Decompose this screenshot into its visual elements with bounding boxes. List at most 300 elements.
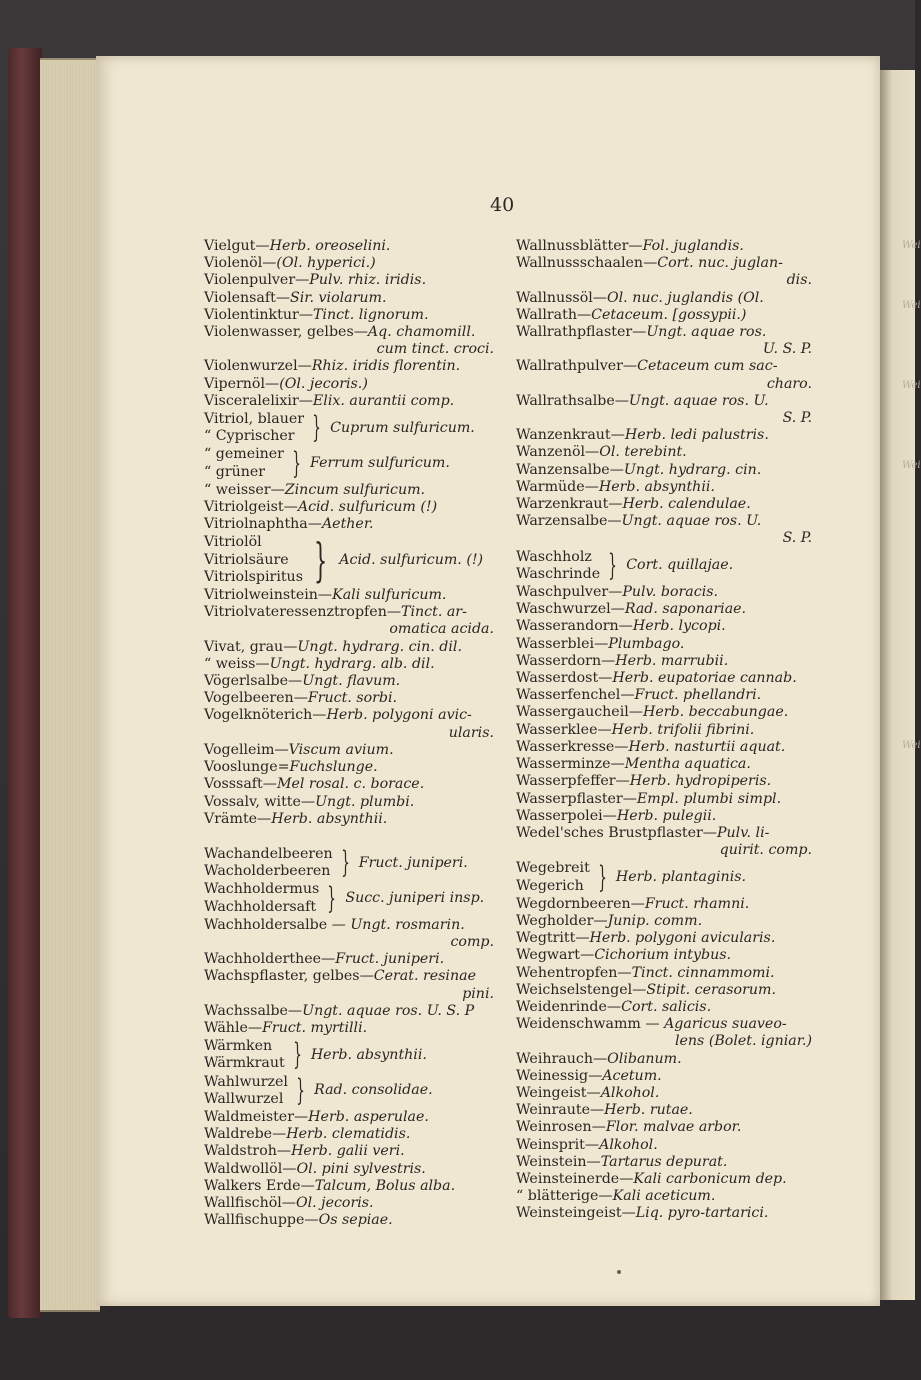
index-entry [516, 930, 812, 947]
index-entry [204, 1109, 494, 1126]
entry-latin-name: Herb. clematidis. [286, 1126, 411, 1143]
entry-term: Wachssalbe— [204, 1002, 303, 1019]
section-gap [204, 828, 494, 845]
index-entry [204, 1020, 494, 1037]
brace-icon: } [608, 547, 617, 583]
entry-term: Wegholder— [516, 912, 608, 929]
index-entry [204, 307, 494, 324]
entry-latin-name: Herb. asperulae. [308, 1108, 429, 1125]
index-entry [204, 1126, 494, 1143]
entry-latin-name: Rad. saponariae. [624, 601, 747, 618]
entry-latin-name: Fruct. phellandri. [634, 687, 762, 704]
entry-latin-name: Rad. consolidae. [314, 1082, 433, 1099]
entry-term: Vitriol, blauer [204, 411, 305, 428]
index-entry [204, 324, 494, 341]
entry-term: Waldmeister— [204, 1108, 309, 1125]
entry-term: Vitriolsäure [204, 551, 289, 568]
entry-term: Vitriolweinstein— [204, 587, 333, 604]
index-entry [204, 290, 494, 307]
entry-latin-name: Cetaceum cum sac- [637, 358, 778, 375]
entry-term: Wallrathpflaster— [516, 324, 647, 341]
entry-term: Weinsprit— [516, 1136, 600, 1153]
entry-latin-name: Fruct. rhamni. [644, 895, 750, 912]
entry-term: Warzensalbe— [516, 513, 622, 530]
entry-term: Wähle— [204, 1019, 263, 1036]
entry-latin-name: Ungt. hydrarg. cin. dil. [297, 638, 462, 655]
index-entry [204, 499, 494, 516]
entry-term: Wegdornbeeren— [516, 895, 645, 912]
entry-latin-name: Ol. pini sylvestris. [296, 1160, 426, 1177]
entry-latin-name: Elix. aurantii comp. [312, 392, 455, 409]
index-entry [516, 896, 812, 913]
entry-term: Violenöl— [204, 255, 277, 272]
entry-term: Wallrathpulver— [516, 358, 638, 375]
entry-latin-name: Sir. violarum. [290, 289, 387, 306]
entry-latin-name: Mel rosal. c. borace. [276, 776, 425, 793]
index-entry [516, 238, 812, 255]
index-entry [516, 653, 812, 670]
entry-term: Wanzensalbe— [516, 461, 624, 478]
entry-latin-name: Zincum sulfuricum. [284, 481, 426, 498]
entry-term: Vitriolspiritus [204, 568, 303, 585]
entry-latin-name: Cort. nuc. juglan- [657, 255, 783, 272]
entry-term: Vivat, grau— [204, 638, 298, 655]
entry-latin-name: Herb. pulegii. [616, 807, 717, 824]
entry-term: Wallnussöl— [516, 289, 607, 306]
entry-latin-name: Herb. ledi palustris. [624, 427, 769, 444]
entry-latin-name: Herb. hydropiperis. [629, 773, 772, 790]
entry-latin-name: Herb. beccabungae. [642, 704, 789, 721]
entry-latin-name: Os sepiae. [318, 1212, 393, 1229]
index-entry [516, 1016, 812, 1033]
grouped-entry [516, 549, 812, 583]
right-column [516, 238, 812, 1223]
entry-latin-name: Acid. sulfuricum (!) [297, 499, 438, 516]
entry-term: Waldstroh— [204, 1143, 292, 1160]
entry-term: Wachspflaster, gelbes— [204, 968, 374, 985]
entry-term: Wallfischuppe— [204, 1212, 319, 1229]
entry-latin-name: Ungt. hydrarg. cin. [623, 461, 762, 478]
entry-latin-name: Ungt. plumbi. [315, 793, 415, 810]
entry-term: Wahlwurzel [204, 1073, 288, 1090]
entry-term: Weingeist— [516, 1084, 601, 1101]
entry-term: Wallfischöl— [204, 1194, 296, 1211]
entry-latin-name: Ol. terebint. [599, 444, 687, 461]
entry-latin-name: Succ. juniperi insp. [345, 889, 485, 906]
index-entry [516, 1154, 812, 1171]
entry-term: Wallnussblätter— [516, 238, 643, 254]
index-entry [516, 756, 812, 773]
entry-term: Waschrinde [516, 565, 601, 582]
entry-term: Warmüde— [516, 478, 599, 495]
index-entry [516, 913, 812, 930]
entry-latin-name: Plumbago. [608, 635, 685, 652]
entry-latin-name: Herb. polygoni avicularis. [589, 930, 776, 947]
entry-latin-name: Tinct. cinnammomi. [631, 964, 775, 981]
entry-latin-name: Ungt. hydrarg. alb. dil. [269, 655, 435, 672]
entry-term: Wasserklee— [516, 721, 612, 738]
entry-term: Wachholderthee— [204, 951, 336, 968]
index-entry [516, 618, 812, 635]
entry-latin-name: Aq. chamomill. [367, 324, 476, 341]
entry-latin-name: Cort. salicis. [621, 998, 712, 1015]
index-entry [204, 1212, 494, 1229]
entry-latin-name: Junip. comm. [607, 912, 703, 929]
entry-term: Wedel'sches Brustpflaster— [516, 824, 717, 841]
brace-icon: } [340, 845, 350, 881]
index-entry [204, 1161, 494, 1178]
index-entry [204, 811, 494, 828]
entry-latin-name: Agaricus suaveo- [664, 1016, 787, 1033]
grouped-entry [204, 1038, 494, 1072]
index-entry [204, 516, 494, 533]
index-entry [516, 496, 812, 513]
entry-term: Waschwurzel— [516, 601, 625, 618]
entry-term: “ Cyprischer [204, 428, 295, 445]
entry-continuation: dis. [786, 272, 812, 289]
index-entry [204, 376, 494, 393]
index-entry [204, 1195, 494, 1212]
entry-latin-name: Cerat. resinae [373, 968, 476, 985]
entry-term: Wärmkraut [204, 1055, 285, 1072]
entry-latin-name: Ungt. aquae ros. U. [621, 513, 762, 530]
index-entry [204, 951, 494, 968]
entry-latin-name: Ungt. flavum. [302, 673, 401, 690]
entry-latin-name: Fruct. sorbi. [307, 690, 398, 707]
index-entry [516, 773, 812, 790]
index-entry [204, 255, 494, 272]
index-entry [204, 358, 494, 375]
entry-term: Wasserdorn— [516, 652, 616, 669]
left-column [204, 238, 494, 1229]
entry-latin-name: Fol. juglandis. [642, 238, 744, 254]
index-entry [204, 587, 494, 604]
entry-latin-name: Herb. absynthii. [598, 478, 715, 495]
entry-term: Wasserandorn— [516, 618, 633, 635]
brace-icon: } [327, 880, 337, 916]
entry-term: Waldrebe— [204, 1126, 287, 1143]
entry-latin-name: Mentha aquatica. [624, 756, 751, 773]
entry-latin-name: Herb. marrubii. [615, 652, 729, 669]
entry-term: “ grüner [204, 463, 266, 480]
grouped-entry [204, 534, 494, 586]
grouped-entry [204, 411, 494, 445]
index-entry [204, 673, 494, 690]
entry-term: Walkers Erde— [204, 1177, 315, 1194]
grouped-entry [516, 860, 812, 894]
brace-icon: } [296, 1072, 305, 1108]
entry-term: “ weiss— [204, 655, 270, 672]
index-entry [204, 968, 494, 985]
ink-speck [617, 1270, 621, 1274]
index-entry [516, 1188, 812, 1205]
entry-term: Wasserblei— [516, 635, 609, 652]
brace-icon: } [314, 533, 328, 588]
entry-latin-name: Kali aceticum. [612, 1188, 716, 1205]
index-entry [516, 791, 812, 808]
index-entry [516, 601, 812, 618]
entry-latin-name: Ol. jecoris. [295, 1194, 374, 1211]
index-entry [204, 690, 494, 707]
entry-term: Vitriolgeist— [204, 499, 298, 516]
entry-latin-name: Tinct. ar- [401, 604, 467, 621]
index-entry [516, 704, 812, 721]
entry-latin-name: Rhiz. iridis florentin. [311, 358, 461, 375]
entry-latin-name: Cetaceum. [gossypii.) [591, 306, 747, 323]
entry-latin-name: Herb. galii veri. [291, 1143, 405, 1160]
entry-latin-name: Herb. oreoselini. [269, 238, 391, 254]
index-entry [204, 272, 494, 289]
index-entry [516, 444, 812, 461]
entry-latin-name: Herb. plantaginis. [615, 868, 747, 885]
ghost-text: Wei [902, 240, 921, 251]
entry-latin-name: Ol. nuc. juglandis (Ol. [607, 289, 764, 306]
entry-term: Vitriolnaphtha— [204, 516, 322, 533]
ghost-text: Wei [902, 460, 921, 471]
entry-term: Vooslunge= [204, 759, 290, 776]
entry-term: Weichselstengel— [516, 981, 647, 998]
entry-continuation: ularis. [448, 724, 494, 741]
entry-term: Vogelleim— [204, 741, 289, 758]
entry-latin-name: Acid. sulfuricum. (!) [339, 551, 484, 568]
index-entry [516, 324, 812, 341]
entry-term: Weinstein— [516, 1153, 601, 1170]
entry-continuation: S. P. [782, 410, 812, 427]
entry-term: Vogelbeeren— [204, 690, 308, 707]
entry-term: Wegerich [516, 877, 584, 894]
entry-term: Waschholz [516, 548, 592, 565]
entry-latin-name: Empl. plumbi simpl. [636, 790, 782, 807]
index-entry [204, 656, 494, 673]
index-entry [516, 1119, 812, 1136]
index-entry [516, 739, 812, 756]
entry-continuation: comp. [450, 933, 494, 950]
index-entry [516, 479, 812, 496]
entry-latin-name: (Ol. hyperici.) [276, 255, 376, 272]
entry-term: Wehentropfen— [516, 964, 632, 981]
grouped-entry [204, 446, 494, 480]
entry-term: Wallrath— [516, 306, 592, 323]
entry-term: Violentinktur— [204, 306, 313, 323]
entry-term: Wachholdersaft [204, 898, 317, 915]
entry-term: Violensaft— [204, 289, 291, 306]
entry-latin-name: Ungt. aquae ros. [646, 324, 767, 341]
entry-term: Vielgut— [204, 238, 270, 254]
entry-latin-name: Kali sulfuricum. [332, 587, 447, 604]
entry-term: Vögerlsalbe— [204, 673, 303, 690]
entry-continuation: cum tinct. croci. [376, 341, 494, 358]
entry-continuation: U. S. P. [762, 341, 812, 358]
index-entry [516, 358, 812, 375]
entry-term: Vitriolöl [204, 534, 262, 551]
book-spine [8, 48, 42, 1318]
index-entry [516, 687, 812, 704]
entry-term: Wassergaucheil— [516, 704, 643, 721]
entry-term: Wanzenöl— [516, 444, 600, 461]
index-entry [204, 1178, 494, 1195]
index-entry [516, 636, 812, 653]
entry-term: “ weisser— [204, 481, 285, 498]
index-entry [516, 982, 812, 999]
entry-latin-name: (Ol. jecoris.) [279, 375, 368, 392]
entry-latin-name: Viscum avium. [288, 741, 394, 758]
entry-term: “ gemeiner [204, 446, 284, 463]
entry-latin-name: Aether. [321, 516, 374, 533]
index-entry [516, 255, 812, 272]
ghost-text: Wei [902, 740, 921, 751]
brace-icon: } [292, 1037, 302, 1073]
entry-term: Wärmken [204, 1038, 273, 1055]
entry-term: Visceralelixir— [204, 392, 313, 409]
entry-latin-name: Herb. eupatoriae cannab. [612, 670, 797, 687]
index-entry [204, 1003, 494, 1020]
entry-term: Weinsteinerde— [516, 1170, 634, 1187]
entry-continuation: lens (Bolet. igniar.) [674, 1033, 812, 1050]
index-entry [204, 639, 494, 656]
entry-term: Weinsteingeist— [516, 1205, 636, 1222]
entry-term: Weinessig— [516, 1067, 603, 1084]
index-entry [516, 462, 812, 479]
entry-latin-name: Cichorium intybus. [594, 947, 732, 964]
entry-term: Wallnussschaalen— [516, 255, 658, 272]
entry-term: Wasserpfeffer— [516, 773, 630, 790]
entry-latin-name: Cuprum sulfuricum. [330, 419, 475, 436]
entry-continuation: omatica acida. [389, 621, 494, 638]
entry-term: Waldwollöl— [204, 1160, 297, 1177]
entry-term: Wasserpolei— [516, 807, 617, 824]
index-entry [516, 1085, 812, 1102]
entry-latin-name: Ungt. aquae ros. U. [628, 392, 769, 409]
entry-term: Wachholdermus [204, 881, 320, 898]
entry-term: Wasserkresse— [516, 738, 629, 755]
entry-term: Wachandelbeeren [204, 845, 333, 862]
entry-latin-name: Fruct. juniperi. [358, 854, 468, 871]
entry-term: Wasserfenchel— [516, 687, 635, 704]
entry-term: Wasserdost— [516, 670, 613, 687]
grouped-entry [204, 846, 494, 880]
entry-latin-name: Pulv. li- [716, 824, 770, 841]
entry-term: Warzenkraut— [516, 496, 623, 513]
entry-latin-name: Kali carbonicum dep. [633, 1170, 787, 1187]
index-entry [516, 513, 812, 530]
index-entry [204, 776, 494, 793]
index-entry [204, 1143, 494, 1160]
entry-latin-name: Stipit. cerasorum. [646, 981, 776, 998]
index-entry [516, 1205, 812, 1222]
entry-latin-name: Ferrum sulfuricum. [310, 455, 450, 472]
index-entry [516, 307, 812, 324]
entry-latin-name: Flor. malvae arbor. [605, 1119, 742, 1136]
entry-term: Weinrosen— [516, 1119, 606, 1136]
entry-latin-name: Tartarus depurat. [600, 1153, 728, 1170]
entry-term: Violenwasser, gelbes— [204, 324, 368, 341]
entry-latin-name: Pulv. boracis. [622, 584, 719, 601]
index-entry [516, 1102, 812, 1119]
entry-latin-name: Herb. absynthii. [310, 1046, 427, 1063]
index-entry [516, 965, 812, 982]
entry-term: Wachholdersalbe — [204, 916, 351, 933]
entry-term: Vosssaft— [204, 776, 277, 793]
entry-term: Weidenrinde— [516, 998, 622, 1015]
index-entry [204, 393, 494, 410]
index-entry [516, 1171, 812, 1188]
entry-latin-name: Alkohol. [600, 1084, 660, 1101]
entry-term: Vitriolvateressenztropfen— [204, 604, 402, 621]
entry-latin-name: Herb. calendulae. [622, 496, 751, 513]
entry-continuation: pini. [462, 985, 494, 1002]
index-entry [516, 427, 812, 444]
entry-latin-name: Fruct. juniperi. [335, 951, 445, 968]
entry-term: “ blätterige— [516, 1188, 613, 1205]
index-entry [516, 825, 812, 842]
entry-latin-name: Pulv. rhiz. iridis. [309, 272, 427, 289]
entry-latin-name: Herb. polygoni avic- [326, 707, 472, 724]
entry-term: Wasserpflaster— [516, 790, 637, 807]
entry-term: Wanzenkraut— [516, 427, 625, 444]
entry-latin-name: Cort. quillajae. [626, 557, 734, 574]
entry-latin-name: Acetum. [602, 1067, 662, 1084]
index-entry [204, 794, 494, 811]
brace-icon: } [598, 859, 607, 895]
page-number: 40 [490, 194, 515, 216]
index-entry [204, 238, 494, 255]
entry-latin-name: Herb. nasturtii aquat. [628, 738, 786, 755]
entry-term: Wallwurzel [204, 1090, 284, 1107]
entry-latin-name: Tinct. lignorum. [312, 306, 429, 323]
index-entry [516, 393, 812, 410]
entry-latin-name: Liq. pyro-tartarici. [635, 1205, 769, 1222]
index-entry [516, 999, 812, 1016]
entry-latin-name: Ungt. aquae ros. U. S. P [302, 1002, 475, 1019]
brace-icon: } [292, 445, 301, 481]
entry-term: Wegebreit [516, 860, 590, 877]
entry-term: Wallrathsalbe— [516, 392, 629, 409]
entry-latin-name: Talcum, Bolus alba. [314, 1177, 456, 1194]
index-entry [516, 584, 812, 601]
index-entry [204, 482, 494, 499]
ghost-text: Wei [902, 380, 921, 391]
index-entry [204, 707, 494, 724]
entry-latin-name: Ungt. rosmarin. [350, 916, 465, 933]
entry-term: Violenpulver— [204, 272, 310, 289]
entry-term: Weinraute— [516, 1102, 605, 1119]
index-entry [516, 722, 812, 739]
entry-term: Wegwart— [516, 947, 595, 964]
facing-page-edge [880, 70, 915, 1300]
entry-latin-name: Olibanum. [607, 1050, 682, 1067]
entry-term: Weihrauch— [516, 1050, 608, 1067]
index-entry [204, 759, 494, 776]
entry-term: Wegtritt— [516, 930, 590, 947]
entry-latin-name: Alkohol. [599, 1136, 658, 1153]
entry-term: Wacholderbeeren [204, 863, 331, 880]
index-entry [516, 808, 812, 825]
entry-latin-name: Herb. trifolii fibrini. [611, 721, 755, 738]
index-entry [204, 604, 494, 621]
index-entry [516, 1068, 812, 1085]
index-entry [516, 947, 812, 964]
entry-latin-name: Fuchslunge. [289, 759, 378, 776]
index-entry [516, 1051, 812, 1068]
entry-latin-name: Fruct. myrtilli. [262, 1019, 368, 1036]
page-edges [40, 58, 100, 1312]
index-entry [516, 670, 812, 687]
entry-term: Violenwurzel— [204, 358, 312, 375]
index-entry [204, 917, 494, 934]
entry-latin-name: Herb. rutae. [604, 1102, 693, 1119]
grouped-entry [204, 1074, 494, 1108]
entry-continuation: quirit. comp. [719, 842, 812, 859]
